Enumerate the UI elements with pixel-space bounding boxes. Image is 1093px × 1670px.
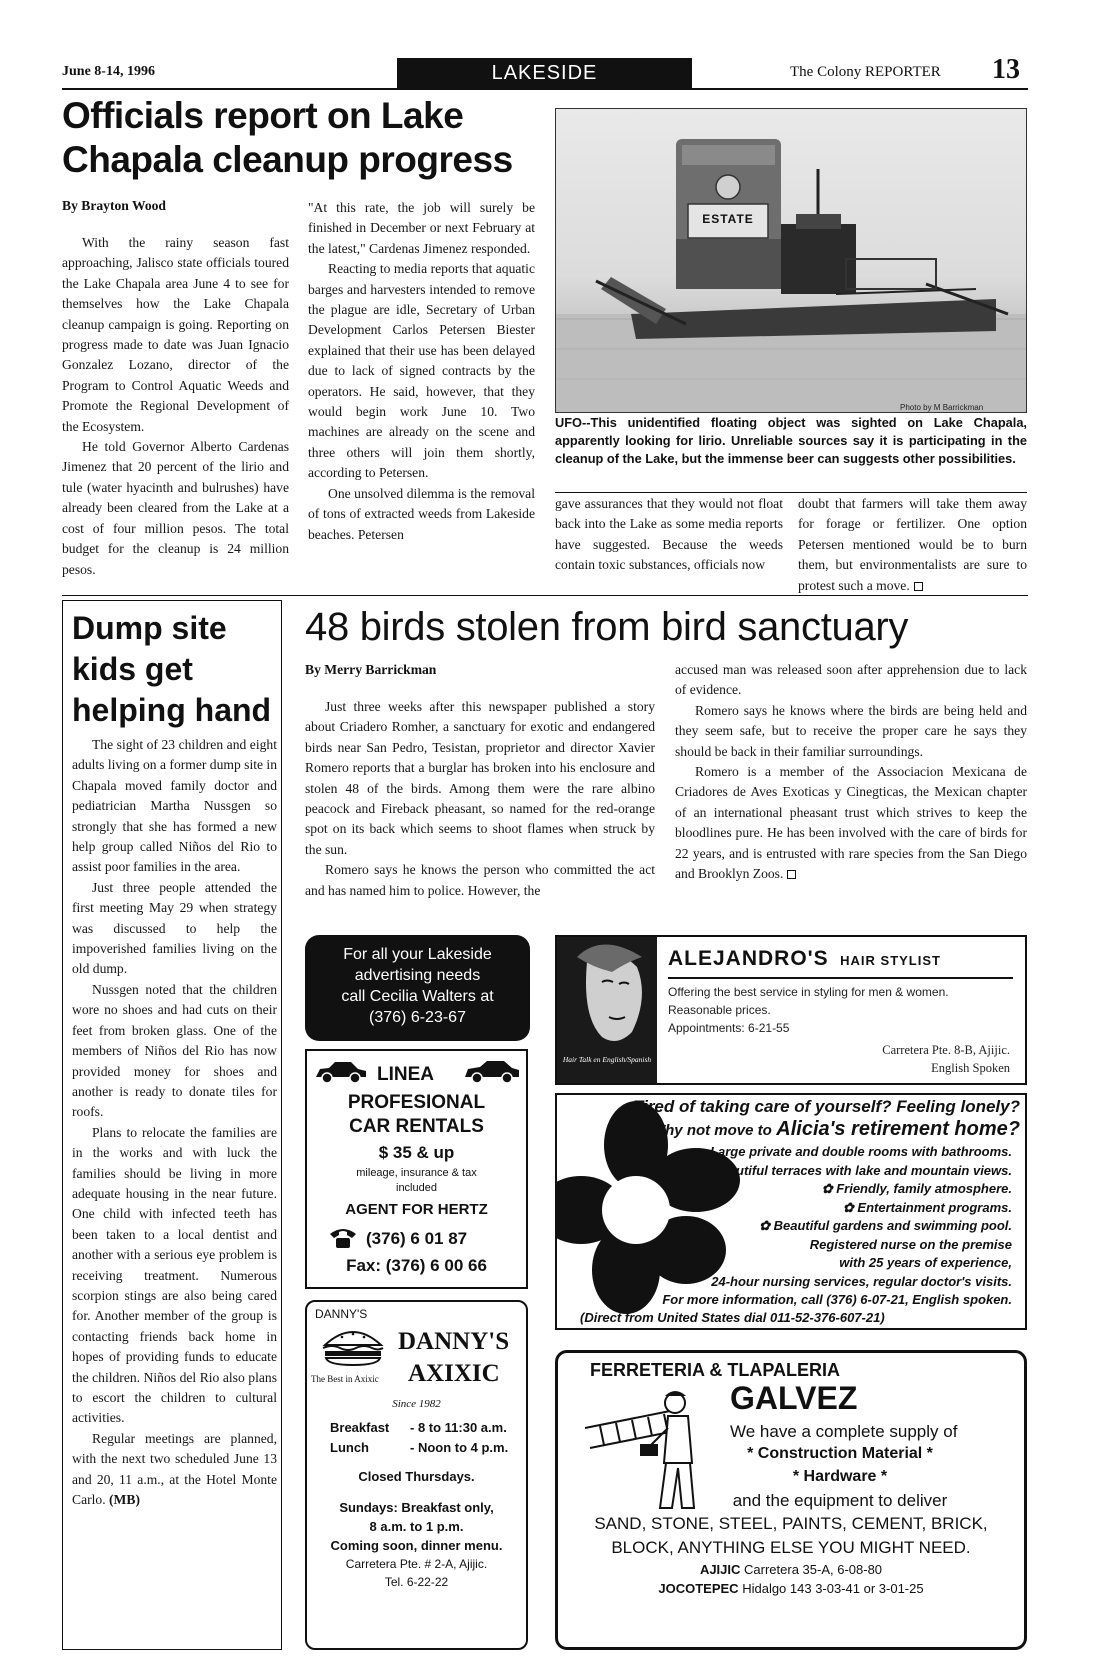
article3-col1 <box>305 697 655 901</box>
paragraph: Plans to relocate the families are in the works and with luck the families should be living in more adequate housing in the near future. One child with infected teeth has been taken to a local dentist and another with a serious eye problem is receiving treatment. Numerous scorpion stings are also being cared for. Another member of the group is contacting friends back home in hopes of providing funds to educate the children. Niños del Rio also plans to escort the children to cultural activities. <box>72 1124 277 1426</box>
hours-value: - Noon to 4 p.m. <box>410 1440 509 1455</box>
article3-byline: By Merry Barrickman <box>305 662 437 677</box>
paragraph: Just three weeks after this newspaper published a story about Criadero Romher, a sanctuary for exotic and endangered birds near San Pedro, Tesistan, proprietor and director Xavier Romero reports that a burglar has broken into his enclosure and stolen 48 of the birds. Among them were the rare albino peacock and Fireback pheasant, so named for the red-orange spot on its back which seems to shoot flames when struck by the sun. <box>305 699 655 857</box>
paragraph: Reacting to media reports that aquatic barges and harvesters intended to remove the plague are idle, Secretary of Urban Development Carlos Petersen Biester explained that their use has been delayed due to lack of signed contracts by the operators. He said, however, that they would begin work June 10. Two machines are already on the scene and three others will join them shortly, according to Petersen. <box>308 261 535 481</box>
end-mark-icon <box>787 870 796 879</box>
section-rule <box>62 595 1028 596</box>
dannys-hours <box>330 1418 508 1458</box>
linea-title: LINEA <box>377 1064 434 1085</box>
galvez-location <box>555 1562 1027 1577</box>
hours-row <box>330 1418 508 1438</box>
alejandro-title <box>668 947 941 971</box>
galvez-location-address: Hidalgo 143 3-03-41 or 3-01-25 <box>742 1581 924 1596</box>
paragraph: Romero says he knows where the birds are being held and they seem safe, but to receive the proper care he says they should be back in their familiar surroundings. <box>675 702 1027 759</box>
car-icon <box>462 1058 522 1089</box>
paragraph: He told Governor Alberto Cardenas Jimenez that 20 percent of the lirio and tule (water hyacinth and bulrushes) have already been cleared from the Lake at a cost of four million pesos. The total budget for the cleanup is 24 million pesos. <box>62 439 289 577</box>
burger-icon <box>320 1325 386 1372</box>
end-mark-icon <box>914 582 923 591</box>
hours-label: Lunch <box>330 1440 369 1455</box>
alicia-line: ✿ Beautiful gardens and swimming pool. <box>759 1218 1012 1233</box>
galvez-line-6: BLOCK, ANYTHING ELSE YOU MIGHT NEED. <box>611 1538 971 1557</box>
paragraph <box>798 494 1027 596</box>
ad-line: advertising needs <box>354 967 481 984</box>
paragraph: gave assurances that they would not float back into the Lake as some media reports have suggested. Because the weeds contain toxic substances, officials now <box>555 496 783 573</box>
alicia-line: with 25 years of experience, <box>839 1255 1012 1270</box>
dannys-address: Carretera Pte. # 2-A, Ajijic. <box>345 1557 488 1571</box>
alejandro-name: ALEJANDRO'S <box>668 947 829 970</box>
dannys-since: Since 1982 <box>392 1398 441 1410</box>
article3-col2 <box>675 660 1027 884</box>
hair-photo <box>557 937 657 1083</box>
article1-byline: By Brayton Wood <box>62 198 166 213</box>
dannys-coming: Coming soon, dinner menu. <box>330 1538 503 1553</box>
article1-headline: Officials report on Lake Chapala cleanup progress <box>62 95 513 180</box>
paragraph: Nussgen noted that the children wore no shoes and had cuts on their feet from broken glass. One of the members of Niños del Rio has now provided money for shoes and another is ready to donate tiles for roofs. <box>72 981 277 1120</box>
article2-body <box>72 735 277 1510</box>
paragraph <box>675 762 1027 884</box>
galvez-location-address: Carretera 35-A, 6-08-80 <box>744 1562 883 1577</box>
hours-value: - 8 to 11:30 a.m. <box>410 1420 507 1435</box>
alejandro-line-2: Reasonable prices. <box>668 1003 771 1017</box>
ad-line: (376) 6-23-67 <box>369 1009 466 1026</box>
linea-note-2: included <box>396 1182 437 1194</box>
dannys-sunday: Sundays: Breakfast only, <box>339 1500 494 1515</box>
galvez-line-2: * Construction Material * <box>747 1445 933 1462</box>
alicia-line: ✿ Entertainment programs. <box>842 1199 1012 1215</box>
ufo-photo <box>555 108 1027 413</box>
section-banner <box>397 58 692 88</box>
alicia-question: Why not move to <box>650 1122 772 1139</box>
ad-cecilia <box>305 935 530 1041</box>
linea-title-2: PROFESIONAL <box>347 1092 486 1113</box>
paragraph: With the rainy season fast approaching, Jalisco state officials toured the Lake Chapala area June 4 to see for themselves how the Lake Chapala cleanup campaign is going. Reporting on progress made to date was Juan Ignacio Gonzalez Lozano, director of the Program to Control Aquatic Weeds and Promote the Regional Development of the Ecosystem. <box>62 235 289 434</box>
article1-col3 <box>555 494 783 576</box>
paragraph: Romero says he knows the person who committed the act and has named him to police. However, the <box>305 862 655 898</box>
alicia-line: For more information, call (376) 6-07-21, English spoken. <box>662 1292 1012 1307</box>
linea-title-3: CAR RENTALS <box>349 1116 484 1137</box>
masthead-rule <box>62 88 1028 90</box>
paragraph: accused man was released soon after apprehension due to lack of evidence. <box>675 662 1027 698</box>
hours-label: Breakfast <box>330 1420 390 1435</box>
alicia-details <box>600 1143 1012 1310</box>
author-initials: (MB) <box>109 1492 140 1508</box>
linea-phone: (376) 6 01 87 <box>366 1229 468 1248</box>
dannys-town: AXIXIC <box>408 1360 500 1387</box>
galvez-location-town: JOCOTEPEC <box>658 1581 739 1596</box>
alicia-line: Beautiful terraces with lake and mountain views. <box>712 1162 1012 1178</box>
issue-date: June 8-14, 1996 <box>62 64 155 79</box>
paragraph-text: Regular meetings are planned, with the next two scheduled June 13 and 20, 11 a.m., at the Hotel Monte Carlo. <box>72 1430 277 1508</box>
alicia-line: Registered nurse on the premise <box>809 1236 1012 1252</box>
paragraph <box>72 1429 277 1511</box>
alicia-line: 24-hour nursing services, regular doctor's visits. <box>711 1273 1012 1289</box>
section-label: LAKESIDE <box>491 62 598 84</box>
barge-illustration <box>556 109 1027 413</box>
paragraph: "At this rate, the job will surely be finished in December or next February at the latest," Cardenas Jimenez responded. <box>308 200 535 256</box>
galvez-location-town: AJIJIC <box>699 1562 741 1577</box>
ad-line: For all your Lakeside <box>343 946 492 963</box>
worker-ladder-icon <box>580 1388 720 1523</box>
paragraph-text: Romero is a member of the Associacion Mexicana de Criadores de Aves Exoticas y Cinegticas, the Mexican chapter of an international pheasant trust which strives to keep the bloodlines pure. He has been involved with the care of birds for 22 years, and is entrusted with rare species from the San Diego and Brooklyn Zoos. <box>675 764 1027 882</box>
paragraph-text: doubt that farmers will take them away for forage or fertilizer. One option Petersen mentioned would be to burn them, but environmentalists are sure to protest such a move. <box>798 496 1027 593</box>
article1-col1 <box>62 233 289 580</box>
hours-row <box>330 1438 508 1458</box>
alejandro-address: Carretera Pte. 8-B, Ajijic. <box>882 1043 1010 1057</box>
article1-col4 <box>798 494 1027 596</box>
dannys-closed: Closed Thursdays. <box>358 1469 475 1484</box>
galvez-location-2 <box>555 1581 1027 1596</box>
alicia-line: ✿ Friendly, family atmosphere. <box>821 1181 1012 1196</box>
photo-credit: Photo by M Barrickman <box>900 403 984 412</box>
alejandro-line-3: Appointments: 6-21-55 <box>668 1021 790 1035</box>
linea-fax: Fax: (376) 6 00 66 <box>346 1256 487 1275</box>
photo-caption: UFO--This unidentified floating object was sighted on Lake Chapala, apparently looking for lirio. Unreliable sources say it is participating in the cleanup of the Lake, but the immense beer can suggests other possibilities. <box>555 415 1027 466</box>
dannys-small-label: DANNY'S <box>315 1307 368 1321</box>
dannys-tel: Tel. 6-22-22 <box>384 1575 449 1589</box>
can-label: ESTATE <box>702 212 754 226</box>
phone-icon <box>328 1226 358 1255</box>
dannys-name: DANNY'S <box>398 1328 510 1355</box>
galvez-line-5: SAND, STONE, STEEL, PAINTS, CEMENT, BRICK, <box>594 1514 988 1533</box>
linea-note: mileage, insurance & tax <box>356 1167 477 1179</box>
galvez-line-4: and the equipment to deliver <box>732 1491 948 1510</box>
alejandro-line: Offering the best service in styling for men & women. <box>668 985 949 999</box>
galvez-line-3: * Hardware * <box>792 1468 888 1485</box>
alicia-direct-dial: (Direct from United States dial 011-52-376-607-21) <box>580 1310 885 1325</box>
galvez-store-type: FERRETERIA & TLAPALERIA <box>590 1360 840 1380</box>
paragraph: One unsolved dilemma is the removal of tons of extracted weeds from Lakeside beaches. Petersen <box>308 485 535 542</box>
alicia-line: Large private and double rooms with bathrooms. <box>710 1144 1012 1159</box>
dannys-tagline: The Best in Axixic <box>311 1374 379 1384</box>
page-number: 13 <box>992 54 1020 85</box>
alejandro-subtitle: HAIR STYLIST <box>840 953 941 968</box>
article3-headline: 48 birds stolen from bird sanctuary <box>305 605 909 649</box>
alicia-headline-2 <box>560 1118 1020 1141</box>
paragraph: Just three people attended the first meeting May 29 when strategy was discussed to help the impoverished families living on the old dump. <box>72 879 277 977</box>
alicia-headline: Tired of taking care of yourself? Feeling lonely? <box>633 1097 1020 1116</box>
alejandro-rule <box>668 977 1013 979</box>
galvez-line: We have a complete supply of <box>730 1422 958 1441</box>
paragraph: The sight of 23 children and eight adults living on a former dump site in Chapala moved family doctor and pediatrician Martha Nussgen so strongly that she has formed a new help group called Niños del Rio to assist poor families in the area. <box>72 737 278 875</box>
linea-price: $ 35 & up <box>378 1143 455 1162</box>
alicia-home-name: Alicia's retirement home? <box>776 1118 1020 1140</box>
hair-photo-caption: Hair Talk en English/Spanish <box>562 1055 652 1064</box>
article2-headline: Dump site kids get helping hand <box>72 610 272 728</box>
galvez-name: GALVEZ <box>730 1380 858 1416</box>
caption-rule <box>555 492 1027 493</box>
article1-col2 <box>308 198 535 545</box>
dannys-sunday-hours: 8 a.m. to 1 p.m. <box>369 1519 464 1534</box>
paper-name: The Colony REPORTER <box>790 64 941 80</box>
linea-agent: AGENT FOR HERTZ <box>345 1201 488 1218</box>
ad-line: call Cecilia Walters at <box>341 988 494 1005</box>
alejandro-language: English Spoken <box>931 1061 1010 1075</box>
car-icon <box>313 1058 369 1089</box>
